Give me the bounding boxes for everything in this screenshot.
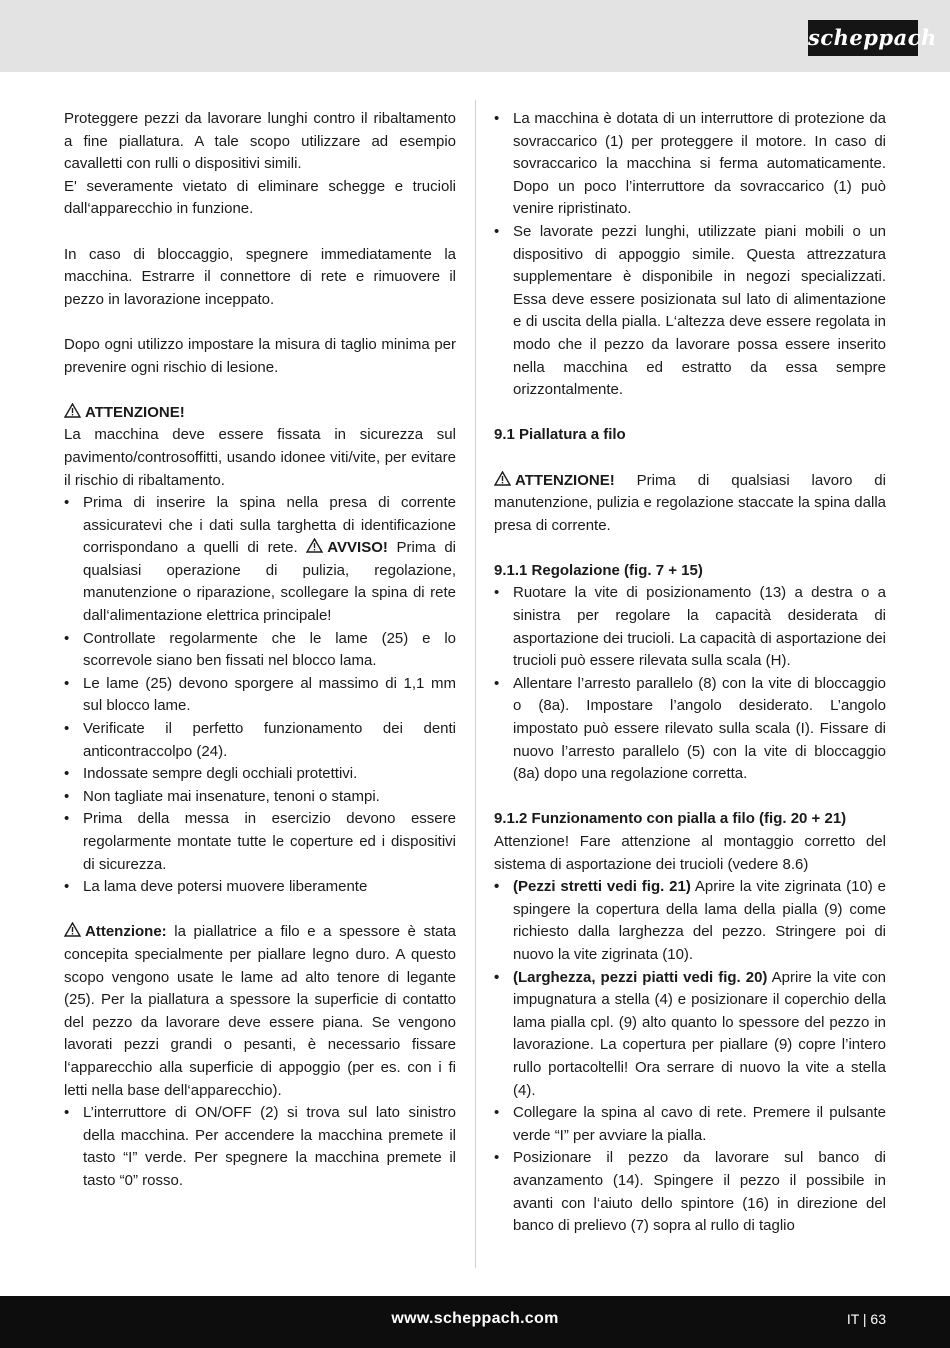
warning-triangle-icon <box>306 538 323 553</box>
safety-list <box>64 492 456 899</box>
warning-triangle-icon <box>64 403 81 418</box>
list-item: • Collegare la spina al cavo di rete. Premere il pulsante verde “I” per avviare la pialla. <box>494 1102 886 1147</box>
list-item-text: Prima di qualsiasi operazione di pulizia, regolazione, manutenzione o riparazione, scollegare la spina di rete dall‘alimentazione elettrica principale! <box>83 539 456 625</box>
warning-paragraph <box>64 921 456 1102</box>
section-heading: 9.1.2 Funzionamento con pialla a filo (fig. 20 + 21) <box>494 810 847 828</box>
section-heading: 9.1 Piallatura a filo <box>494 426 626 444</box>
warning-label: AVVISO! <box>327 539 388 557</box>
brand-logo: scheppach <box>808 20 918 56</box>
list-item: • Le lame (25) devono sporgere al massimo di 1,1 mm sul blocco lame. <box>64 673 456 718</box>
paragraph: La macchina deve essere fissata in sicurezza sul pavimento/controsoffitti, usando idonee viti/vite, per evitare il rischio di ribaltamento. <box>64 426 456 489</box>
list-item: • Posizionare il pezzo da lavorare sul banco di avanzamento (14). Spingere il pezzo il possibile in avanti con l‘aiuto dello spintore (16) in direzione del banco di prelievo (7) sopra al rullo di taglio <box>494 1147 886 1237</box>
list-item: • Se lavorate pezzi lunghi, utilizzate piani mobili o un dispositivo di appoggio simile. Questa attrezzatura supplementare è disponibile in negozi specializzati. Essa deve essere posizionata sul lato di alimentazione e di uscita della pialla. L‘altezza deve essere regolata in modo che il pezzo da lavorare possa essere inserito nella macchina ed estratto da essa sempre orizzontalmente. <box>494 221 886 402</box>
switch-list <box>64 1102 456 1192</box>
warning-text: la piallatrice a filo e a spessore è stata concepita specialmente per piallare legno duro. A questo scopo vengono usate le lame ad alto tenore di legante (25). Per la piallatura a spessore la superficie di contatto del pezzo da lavorare deve essere piana. Se vengono lavorati pezzi grandi o pesanti, è necessario fissare l‘apparecchio alla superficie di appoggio (per es. con i fi letti nella base dell‘apparecchio). <box>64 923 457 1099</box>
warning-triangle-icon <box>494 471 511 486</box>
list-item: • La lama deve potersi muovere liberamente <box>64 876 456 899</box>
list-item: • Non tagliate mai insenature, tenoni o stampi. <box>64 786 456 809</box>
list-item: • Allentare l’arresto parallelo (8) con la vite di bloccaggio o (8a). Impostare l’angolo desiderato. L’angolo impostato può essere rilevato sulla scala (I). Fissare di nuovo l’arresto parallelo (5) con la vite di bloccaggio (8a) dopo una regolazione corretta. <box>494 673 886 786</box>
list-item-text: Prima di inserire la spina nella presa di corrente assicuratevi che i dati sulla targhetta di identificazione corrispondano a quelli di rete. <box>83 494 456 557</box>
list-item: • Controllate regolarmente che le lame (25) e lo scorrevole siano ben fissati nel blocco lama. <box>64 628 456 673</box>
footer-band <box>0 1296 950 1348</box>
warning-label: ATTENZIONE! <box>515 471 615 489</box>
paragraph: Attenzione! Fare attenzione al montaggio corretto del sistema di asportazione dei trucioli (vedere 8.6) <box>494 833 886 873</box>
warning-label: ATTENZIONE! <box>85 403 185 421</box>
list-item: • Indossate sempre degli occhiali protettivi. <box>64 763 456 786</box>
left-column <box>64 108 456 1193</box>
overload-list <box>494 108 886 402</box>
warning-heading <box>64 402 456 425</box>
list-item-bold: (Pezzi stretti vedi fig. 21) <box>513 878 691 896</box>
column-divider <box>475 100 476 1268</box>
warning-text: Prima di qualsiasi lavoro di manutenzione, pulizia e regolazione staccate la spina dalla presa di corrente. <box>494 471 886 534</box>
operation-list <box>494 876 886 1238</box>
list-item: • Verificate il perfetto funzionamento dei denti anticontraccolpo (24). <box>64 718 456 763</box>
warning-label: Attenzione: <box>85 923 167 941</box>
list-item: • Ruotare la vite di posizionamento (13) a destra o a sinistra per regolare la capacità desiderata di asportazione dei trucioli. La capacità di asportazione dei trucioli può essere rilevata sulla scala (H). <box>494 582 886 672</box>
page-number: IT | 63 <box>846 1311 886 1327</box>
list-item <box>494 967 886 1103</box>
paragraph: Dopo ogni utilizzo impostare la misura di taglio minima per prevenire ogni rischio di lesione. <box>64 335 456 376</box>
paragraph: In caso di bloccaggio, spegnere immediatamente la macchina. Estrarre il connettore di rete e rimuovere il pezzo in lavorazione inceppato. <box>64 245 456 308</box>
footer-url: www.scheppach.com <box>391 1310 559 1327</box>
warning-paragraph <box>494 470 886 538</box>
list-item: • Prima della messa in esercizio devono essere regolarmente montate tutte le coperture ed i dispositivi di sicurezza. <box>64 808 456 876</box>
list-item <box>494 876 886 966</box>
list-item: • L’interruttore di ON/OFF (2) si trova sul lato sinistro della macchina. Per accendere la macchina premete il tasto “I” verde. Per spegnere la macchina premete il tasto “0” rosso. <box>64 1102 456 1192</box>
list-item-bold: (Larghezza, pezzi piatti vedi fig. 20) <box>513 968 768 986</box>
adjustment-list <box>494 582 886 785</box>
warning-triangle-icon <box>64 922 81 937</box>
paragraph: Proteggere pezzi da lavorare lunghi contro il ribaltamento a fine piallatura. A tale scopo utilizzare ad esempio cavalletti con rulli o dispositivi simili. <box>64 110 456 173</box>
section-heading: 9.1.1 Regolazione (fig. 7 + 15) <box>494 561 703 579</box>
paragraph: E' severamente vietato di eliminare schegge e trucioli dall‘apparecchio in funzione. <box>64 177 456 218</box>
list-item: • La macchina è dotata di un interruttore di protezione da sovraccarico (1) per proteggere il motore. In caso di sovraccarico la macchina si ferma automaticamente. Dopo un poco l’interruttore da sovraccarico (1) può venire ripristinato. <box>494 108 886 221</box>
right-column <box>494 108 886 1238</box>
list-item-text: Aprire la vite con impugnatura a stella (4) e posizionare il coperchio della lama pialla cpl. (9) alto quanto lo spessore del pezzo in lavorazione. La copertura per piallare (9) copre l’intero rullo portacoltelli! Ora serrare di nuovo la vite a stella (4). <box>513 968 887 1099</box>
list-item-text: Aprire la vite zigrinata (10) e spingere la copertura della lama della pialla (9) come richiesto dalla larghezza del pezzo. Stringere poi di nuovo la vite zigrinata (10). <box>513 878 886 963</box>
list-item <box>64 492 456 628</box>
